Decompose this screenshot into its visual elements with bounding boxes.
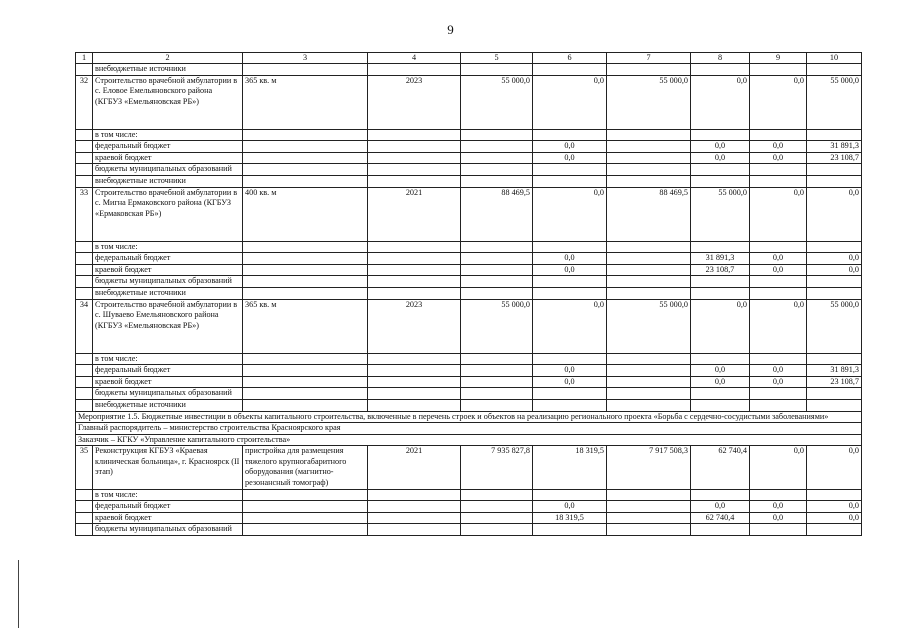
federal-budget-c9: 0,0 bbox=[750, 501, 807, 513]
municipal-label: бюджеты муниципальных образований bbox=[93, 164, 243, 176]
header-cell: 6 bbox=[533, 53, 607, 64]
federal-budget-label: федеральный бюджет bbox=[93, 365, 243, 377]
object-capacity: 365 кв. м bbox=[243, 75, 368, 129]
federal-budget-c6: 0,0 bbox=[533, 501, 607, 513]
object-name: Строительство врачебной амбулатории в с. Шуваево Емельяновского района (КГБУЗ «Емельяновская РБ») bbox=[93, 299, 243, 353]
header-row bbox=[76, 53, 862, 64]
federal-budget-c6: 0,0 bbox=[533, 253, 607, 265]
funding-label: внебюджетные источники bbox=[93, 64, 243, 76]
value-cell-c10: 55 000,0 bbox=[807, 75, 862, 129]
municipal-label: бюджеты муниципальных образований bbox=[93, 388, 243, 400]
object-row bbox=[76, 446, 862, 489]
row-number: 35 bbox=[76, 446, 93, 489]
regional-budget-c8: 0,0 bbox=[691, 152, 750, 164]
header-cell: 10 bbox=[807, 53, 862, 64]
header-cell: 2 bbox=[93, 53, 243, 64]
value-cell-c10: 0,0 bbox=[807, 446, 862, 489]
value-cell-c5: 55 000,0 bbox=[461, 75, 533, 129]
commission-year: 2021 bbox=[368, 446, 461, 489]
commission-year: 2023 bbox=[368, 299, 461, 353]
municipal-label: бюджеты муниципальных образований bbox=[93, 276, 243, 288]
federal-budget-c9: 0,0 bbox=[750, 365, 807, 377]
subrow-municipal bbox=[76, 276, 862, 288]
row-number: 34 bbox=[76, 299, 93, 353]
value-cell-c10: 55 000,0 bbox=[807, 299, 862, 353]
value-cell-c10: 0,0 bbox=[807, 187, 862, 241]
value-cell-c6: 0,0 bbox=[533, 75, 607, 129]
value-cell-c9: 0,0 bbox=[750, 446, 807, 489]
value-cell-c8: 55 000,0 bbox=[691, 187, 750, 241]
value-cell-c8: 0,0 bbox=[691, 299, 750, 353]
object-name: Строительство врачебной амбулатории в с. Еловое Емельяновского района (КГБУЗ «Емельяновская РБ») bbox=[93, 75, 243, 129]
regional-budget-label: краевой бюджет bbox=[93, 376, 243, 388]
value-cell-c9: 0,0 bbox=[750, 299, 807, 353]
subrow-regional-budget bbox=[76, 376, 862, 388]
municipal-label: бюджеты муниципальных образований bbox=[93, 524, 243, 536]
subrow-municipal bbox=[76, 524, 862, 536]
federal-budget-c6: 0,0 bbox=[533, 141, 607, 153]
regional-budget-c9: 0,0 bbox=[750, 264, 807, 276]
object-capacity: 365 кв. м bbox=[243, 299, 368, 353]
subrow-federal-budget bbox=[76, 141, 862, 153]
federal-budget-label: федеральный бюджет bbox=[93, 141, 243, 153]
extra-budget-label: внебюджетные источники bbox=[93, 399, 243, 411]
value-cell-c8: 0,0 bbox=[691, 75, 750, 129]
federal-budget-c8: 0,0 bbox=[691, 501, 750, 513]
value-cell-c7: 7 917 508,3 bbox=[607, 446, 691, 489]
customer: Заказчик – КГКУ «Управление капитального строительства» bbox=[76, 434, 862, 446]
subrow-federal-budget bbox=[76, 253, 862, 265]
header-cell: 1 bbox=[76, 53, 93, 64]
regional-budget-c8: 23 108,7 bbox=[691, 264, 750, 276]
object-capacity: 400 кв. м bbox=[243, 187, 368, 241]
value-cell-c6: 18 319,5 bbox=[533, 446, 607, 489]
subrow-extra bbox=[76, 287, 862, 299]
manager-row bbox=[76, 423, 862, 435]
regional-budget-c6: 0,0 bbox=[533, 152, 607, 164]
regional-budget-c10: 0,0 bbox=[807, 264, 862, 276]
header-cell: 9 bbox=[750, 53, 807, 64]
regional-budget-c10: 23 108,7 bbox=[807, 152, 862, 164]
federal-budget-c8: 31 891,3 bbox=[691, 253, 750, 265]
federal-budget-c10: 0,0 bbox=[807, 501, 862, 513]
federal-budget-c9: 0,0 bbox=[750, 141, 807, 153]
row-number: 33 bbox=[76, 187, 93, 241]
regional-budget-c8: 0,0 bbox=[691, 376, 750, 388]
subrow-in-total bbox=[76, 241, 862, 253]
in-total-label: в том числе: bbox=[93, 241, 243, 253]
federal-budget-c10: 31 891,3 bbox=[807, 365, 862, 377]
regional-budget-label: краевой бюджет bbox=[93, 264, 243, 276]
value-cell-c5: 7 935 827,8 bbox=[461, 446, 533, 489]
regional-budget-c9: 0,0 bbox=[750, 152, 807, 164]
value-cell-c9: 0,0 bbox=[750, 187, 807, 241]
federal-budget-c9: 0,0 bbox=[750, 253, 807, 265]
object-row bbox=[76, 75, 862, 129]
subrow-federal-budget bbox=[76, 365, 862, 377]
object-row bbox=[76, 299, 862, 353]
federal-budget-label: федеральный бюджет bbox=[93, 253, 243, 265]
value-cell-c6: 0,0 bbox=[533, 187, 607, 241]
subrow-federal-budget bbox=[76, 501, 862, 513]
value-cell-c7: 55 000,0 bbox=[607, 75, 691, 129]
value-cell-c8: 62 740,4 bbox=[691, 446, 750, 489]
budget-table bbox=[75, 52, 862, 536]
value-cell-c5: 55 000,0 bbox=[461, 299, 533, 353]
subrow-regional-budget bbox=[76, 152, 862, 164]
regional-budget-c9: 0,0 bbox=[750, 376, 807, 388]
row-number: 32 bbox=[76, 75, 93, 129]
subrow-regional-budget bbox=[76, 264, 862, 276]
value-cell-c7: 88 469,5 bbox=[607, 187, 691, 241]
margin-line bbox=[18, 560, 19, 628]
value-cell-c9: 0,0 bbox=[750, 75, 807, 129]
regional-budget-c9: 0,0 bbox=[750, 512, 807, 524]
measure-text: Мероприятие 1.5. Бюджетные инвестиции в объекты капитального строительства, включенные в перечень строек и объектов на реализацию регионального проекта «Борьба с сердечно-сосудистыми заболеваниями» bbox=[76, 411, 862, 423]
subrow-in-total bbox=[76, 129, 862, 141]
header-cell: 7 bbox=[607, 53, 691, 64]
header-cell: 3 bbox=[243, 53, 368, 64]
value-cell-c6: 0,0 bbox=[533, 299, 607, 353]
measure-row bbox=[76, 411, 862, 423]
object-capacity: пристройка для размещения тяжелого крупногабаритного оборудования (магнитно-резонансный томограф) bbox=[243, 446, 368, 489]
extra-budget-label: внебюджетные источники bbox=[93, 287, 243, 299]
commission-year: 2021 bbox=[368, 187, 461, 241]
header-cell: 4 bbox=[368, 53, 461, 64]
federal-budget-c10: 0,0 bbox=[807, 253, 862, 265]
in-total-label: в том числе: bbox=[93, 353, 243, 365]
page-number: 9 bbox=[447, 22, 454, 37]
object-name: Реконструкция КГБУЗ «Краевая клиническая больница», г. Красноярск (II этап) bbox=[93, 446, 243, 489]
subrow-extra bbox=[76, 399, 862, 411]
federal-budget-c8: 0,0 bbox=[691, 141, 750, 153]
regional-budget-c10: 0,0 bbox=[807, 512, 862, 524]
regional-budget-c8: 62 740,4 bbox=[691, 512, 750, 524]
in-total-label: в том числе: bbox=[93, 129, 243, 141]
regional-budget-c6: 0,0 bbox=[533, 264, 607, 276]
regional-budget-c6: 0,0 bbox=[533, 376, 607, 388]
subrow-in-total bbox=[76, 489, 862, 501]
federal-budget-c8: 0,0 bbox=[691, 365, 750, 377]
table-row bbox=[76, 64, 862, 76]
regional-budget-c6: 18 319,5 bbox=[533, 512, 607, 524]
regional-budget-c10: 23 108,7 bbox=[807, 376, 862, 388]
value-cell-c5: 88 469,5 bbox=[461, 187, 533, 241]
subrow-municipal bbox=[76, 388, 862, 400]
federal-budget-label: федеральный бюджет bbox=[93, 501, 243, 513]
object-name: Строительство врачебной амбулатории в с. Мигна Ермаковского района (КГБУЗ «Ермаковская РБ») bbox=[93, 187, 243, 241]
commission-year: 2023 bbox=[368, 75, 461, 129]
main-manager: Главный распорядитель – министерство строительства Красноярского края bbox=[76, 423, 862, 435]
subrow-in-total bbox=[76, 353, 862, 365]
regional-budget-label: краевой бюджет bbox=[93, 152, 243, 164]
customer-row bbox=[76, 434, 862, 446]
value-cell-c7: 55 000,0 bbox=[607, 299, 691, 353]
header-cell: 5 bbox=[461, 53, 533, 64]
subrow-extra bbox=[76, 175, 862, 187]
subrow-municipal bbox=[76, 164, 862, 176]
subrow-regional-budget bbox=[76, 512, 862, 524]
in-total-label: в том числе: bbox=[93, 489, 243, 501]
extra-budget-label: внебюджетные источники bbox=[93, 175, 243, 187]
federal-budget-c10: 31 891,3 bbox=[807, 141, 862, 153]
federal-budget-c6: 0,0 bbox=[533, 365, 607, 377]
object-row bbox=[76, 187, 862, 241]
header-cell: 8 bbox=[691, 53, 750, 64]
regional-budget-label: краевой бюджет bbox=[93, 512, 243, 524]
